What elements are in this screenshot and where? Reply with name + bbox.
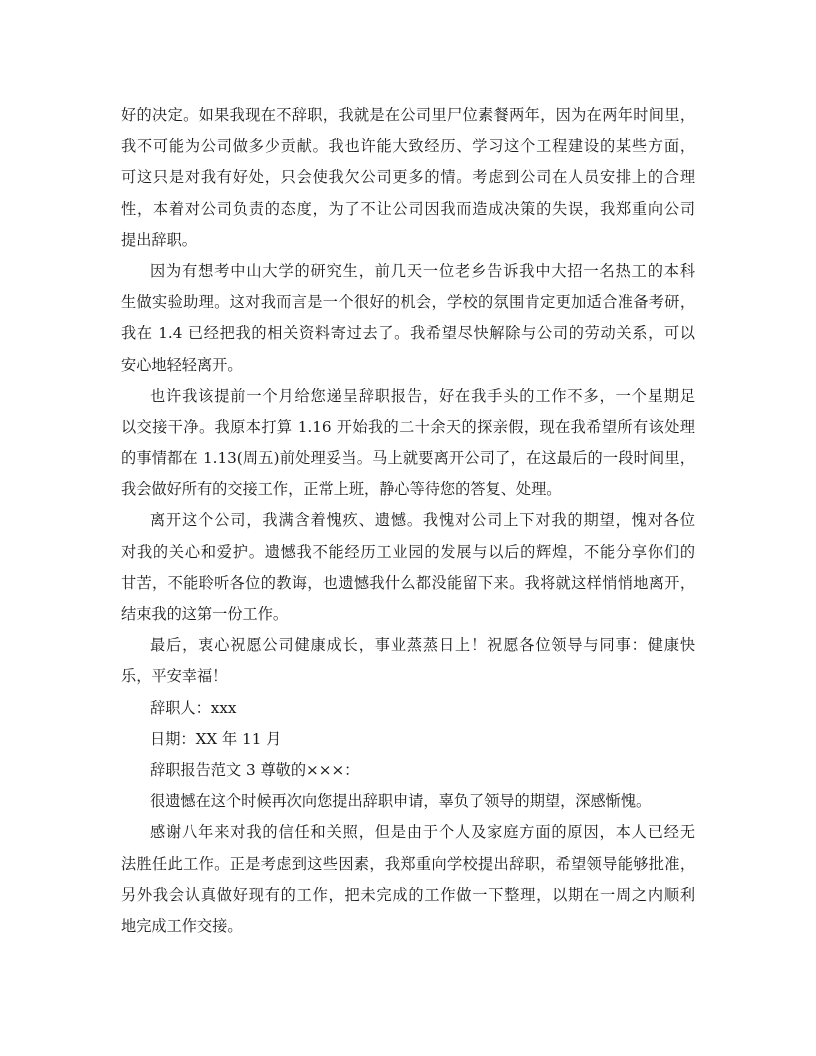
text-line: 好的决定。如果我现在不辞职，我就是在公司里尸位素餐两年，因为在两年时间里， (121, 106, 695, 124)
text-line: 我会做好所有的交接工作，正常上班，静心等待您的答复、处理。 (121, 480, 562, 499)
text-line: 结束我的这第一份工作。 (121, 605, 289, 623)
text-line: 辞职人：xxx (150, 698, 237, 717)
text-line: 也许我该提前一个月给您递呈辞职报告，好在我手头的工作不多，一个星期足 (150, 386, 695, 405)
text-line: 地完成工作交接。 (121, 916, 243, 935)
text-line: 因为有想考中山大学的研究生，前几天一位老乡告诉我中大招一名热工的本科 (150, 261, 695, 280)
text-line: 的事情都在 1.13(周五)前处理妥当。马上就要离开公司了，在这最后的一段时间里， (121, 449, 695, 468)
text-line: 可这只是对我有好处，只会使我欠公司更多的情。考虑到公司在人员安排上的合理 (121, 168, 695, 187)
text-line: 法胜任此工作。正是考虑到这些因素，我郑重向学校提出辞职，希望领导能够批准， (121, 854, 695, 873)
text-line: 对我的关心和爱护。遗憾我不能经历工业园的发展与以后的辉煌，不能分享你们的 (121, 542, 695, 561)
text-line: 日期：XX 年 11 月 (150, 729, 282, 748)
text-line: 生做实验助理。这对我而言是一个很好的机会，学校的氛围肯定更加适合准备考研， (121, 293, 695, 312)
text-line: 辞职报告范文 3 尊敬的×××： (150, 760, 360, 779)
text-line: 以交接干净。我原本打算 1.16 开始我的二十余天的探亲假，现在我希望所有该处理 (121, 417, 695, 436)
text-line: 乐，平安幸福！ (121, 667, 228, 686)
text-line: 离开这个公司，我满含着愧疚、遗憾。我愧对公司上下对我的期望，愧对各位 (150, 511, 695, 530)
document-body (121, 100, 695, 942)
text-line: 最后，衷心祝愿公司健康成长，事业蒸蒸日上！祝愿各位领导与同事：健康快 (150, 636, 695, 655)
text-line: 很遗憾在这个时候再次向您提出辞职申请，辜负了领导的期望，深感惭愧。 (150, 792, 652, 811)
text-line: 性，本着对公司负责的态度，为了不让公司因我而造成决策的失误，我郑重向公司 (121, 199, 695, 218)
text-line: 提出辞职。 (121, 230, 197, 249)
text-line: 甘苦，不能聆听各位的教诲，也遗憾我什么都没能留下来。我将就这样悄悄地离开， (121, 573, 695, 592)
text-line: 另外我会认真做好现有的工作，把未完成的工作做一下整理，以期在一周之内顺利 (121, 885, 695, 904)
text-line: 安心地轻轻离开。 (121, 355, 243, 374)
text-line: 我在 1.4 已经把我的相关资料寄过去了。我希望尽快解除与公司的劳动关系，可以 (121, 324, 695, 343)
text-line: 我不可能为公司做多少贡献。我也许能大致经历、学习这个工程建设的某些方面， (121, 137, 695, 156)
text-line: 感谢八年来对我的信任和关照，但是由于个人及家庭方面的原因，本人已经无 (150, 823, 695, 842)
